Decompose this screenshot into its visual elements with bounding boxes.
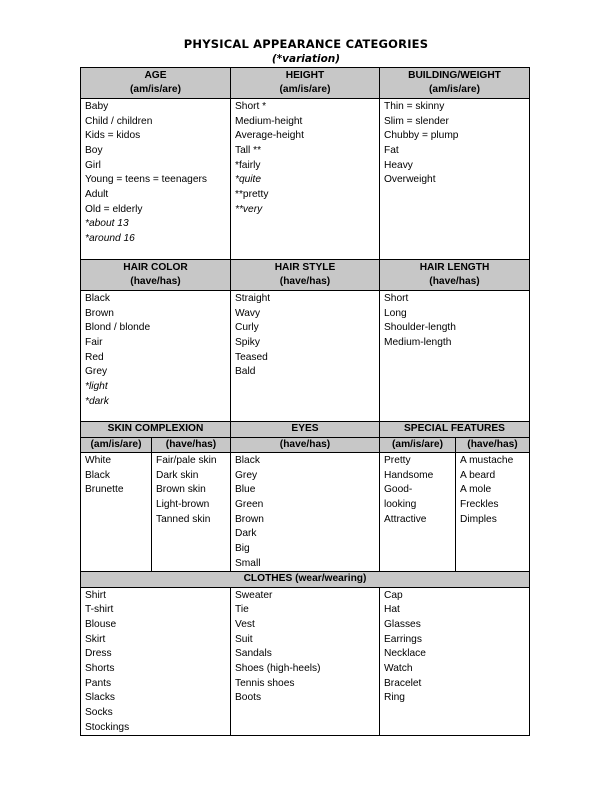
list-item: Necklace [384,648,426,660]
list-item: Old = elderly [85,203,143,215]
hair-style-sub: (have/has) [279,276,331,287]
list-item: Fair/pale skin [156,455,217,466]
list-item: A mole [460,484,492,496]
list-item: A mustache [460,455,514,466]
list-item: Average-height [235,130,304,142]
age-title: AGE [144,69,167,81]
list-item: Hat [384,604,400,616]
special-sub-b: (have/has) [456,437,530,453]
age-list [81,99,231,260]
list-item: Medium-height [235,115,303,127]
list-item: Small [235,557,261,569]
eyes-list [231,453,380,572]
height-title: HEIGHT [285,69,325,81]
list-item: Good- [384,484,413,496]
list-item: Girl [85,159,101,171]
list-item: Brunette [85,484,124,496]
list-item: Tanned skin [156,513,211,525]
list-item: Kids = kidos [85,130,141,142]
hair-length-sub: (have/has) [429,276,480,287]
list-item: Stockings [85,721,130,733]
list-item: Long [384,307,407,319]
list-item: *light [85,380,108,392]
list-item: Glasses [384,619,421,631]
list-item: *fairly [235,159,261,171]
list-item: Boots [235,692,262,704]
hair-style-list [231,291,380,422]
list-item: Short * [235,101,267,112]
list-item: Socks [85,707,113,718]
list-item: **pretty [235,188,269,200]
hair-color-header [81,260,231,291]
skin-list-b [152,453,231,572]
list-item: looking [384,498,417,510]
page-title: PHYSICAL APPEARANCE CATEGORIES [183,37,429,51]
list-item: *quite [235,174,262,186]
list-item: Shoes (high-heels) [235,663,321,675]
hair-style-title: HAIR STYLE [274,261,336,273]
list-item: Suit [235,633,253,645]
height-header [231,68,380,99]
list-item: Brown [235,513,264,525]
clothes-list-1 [81,587,231,736]
special-list-a [380,453,456,572]
height-list [231,99,380,260]
age-sub: (am/is/are) [130,84,181,95]
list-item: Slacks [85,692,116,704]
list-item: A beard [460,469,496,481]
list-item: Light-brown [156,498,210,510]
list-item: Black [235,455,260,466]
list-item: Young = teens = teenagers [85,174,207,186]
hair-style-header [231,260,380,291]
list-item: **very [235,203,263,215]
eyes-title: EYES [231,422,380,438]
list-item: *dark [85,395,109,407]
list-item: Brown skin [156,484,206,496]
list-item: Slim = slender [384,115,449,127]
list-item: Fair [85,336,103,348]
hair-length-header [380,260,530,291]
skin-title: SKIN COMPLEXION [81,422,231,438]
list-item: Fat [384,144,399,156]
height-sub: (am/is/are) [279,84,331,95]
special-title: SPECIAL FEATURES [380,422,530,438]
list-item: Shoulder-length [384,322,456,334]
list-item: Heavy [384,159,413,171]
list-item: Grey [235,469,258,481]
list-item: Green [235,498,264,510]
page-subtitle: (*variation) [271,53,341,65]
skin-list-a [81,453,152,572]
list-item: Grey [85,366,108,378]
hair-color-title: HAIR COLOR [123,261,188,273]
clothes-list-2 [231,587,380,736]
list-item: Black [85,293,110,304]
building-header [380,68,530,99]
list-item: Thin = skinny [384,101,445,112]
list-item: Dark skin [156,469,199,481]
list-item: Tennis shoes [235,677,295,689]
list-item: Blue [235,484,256,496]
list-item: Child / children [85,115,153,127]
list-item: *around 16 [85,232,135,244]
building-sub: (am/is/are) [429,84,480,95]
list-item: Freckles [460,498,499,510]
list-item: T-shirt [85,604,114,616]
eyes-sub: (have/has) [231,437,380,453]
list-item: Dress [85,648,112,660]
list-item: Teased [235,351,268,363]
list-item: Ring [384,692,405,704]
list-item: White [85,455,112,466]
list-item: Dimples [460,513,497,525]
skin-sub-b: (have/has) [152,437,231,453]
list-item: Boy [85,144,103,156]
list-item: Big [235,542,250,554]
list-item: Pants [85,677,112,689]
list-item: Skirt [85,633,106,645]
list-item: Attractive [384,513,427,525]
building-list [380,99,530,260]
list-item: Straight [235,293,271,304]
list-item: Brown [85,307,114,319]
list-item: Chubby = plump [384,130,459,142]
clothes-list-3 [380,587,530,736]
skin-sub-a: (am/is/are) [81,437,152,453]
appearance-table [80,67,530,736]
list-item: Baby [85,101,109,112]
list-item: Tie [235,604,249,616]
building-title: BUILDING/WEIGHT [408,69,501,81]
list-item: Shorts [85,663,115,675]
list-item: Bald [235,366,256,378]
list-item: Dark [235,528,257,540]
list-item: Red [85,351,104,363]
hair-length-title: HAIR LENGTH [419,261,490,273]
list-item: Blouse [85,619,117,631]
list-item: Medium-length [384,336,452,348]
list-item: Shirt [85,589,106,601]
list-item: Handsome [384,469,434,481]
special-sub-a: (am/is/are) [380,437,456,453]
hair-length-list [380,291,530,422]
list-item: Tall ** [235,144,262,156]
list-item: Overweight [384,174,436,186]
list-item: Earrings [384,633,422,645]
list-item: Watch [384,663,413,675]
hair-color-sub: (have/has) [130,276,181,287]
list-item: Bracelet [384,677,422,689]
list-item: Pretty [384,455,411,466]
list-item: Cap [384,589,403,601]
list-item: Adult [85,188,109,200]
list-item: Spiky [235,336,260,348]
list-item: Vest [235,619,255,631]
list-item: Black [85,469,110,481]
list-item: Short [384,293,409,304]
list-item: Sweater [235,589,273,601]
list-item: Wavy [235,307,261,319]
list-item: Sandals [235,648,272,660]
special-list-b [456,453,530,572]
age-header [81,68,231,99]
list-item: Blond / blonde [85,322,151,334]
hair-color-list [81,291,231,422]
clothes-title: CLOTHES (wear/wearing) [81,572,530,588]
list-item: Curly [235,322,259,334]
list-item: *about 13 [85,218,129,230]
